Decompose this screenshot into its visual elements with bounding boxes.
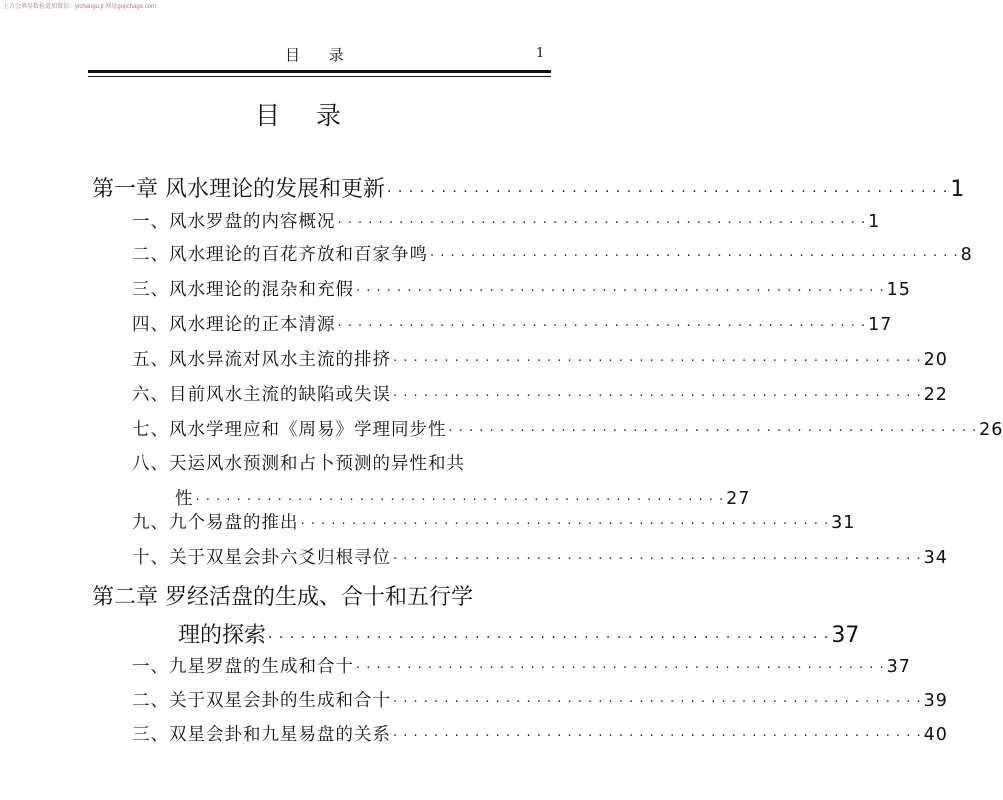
- toc-entry-continuation: 性: [175, 489, 194, 509]
- watermark-text: 上方会填易数检道加微信：yichangu.jt 网址gujichage.com: [3, 4, 157, 10]
- toc-section-row[interactable]: [132, 509, 856, 534]
- toc-leader-dots: · · · · · · · · · · · · · · · · · · · · · · · · · · · · · · · · · · · · · · · · · · · · · · · · · · · ·: [356, 284, 885, 299]
- toc-entry-title: 五、风水异流对风水主流的排挤: [132, 350, 391, 370]
- toc-leader-dots: · · · · · · · · · · · · · · · · · · · · · · · · · · · · · · · · · · · · · · · · · · · · · · · · · · · ·: [393, 389, 922, 404]
- toc-leader-dots: · · · · · · · · · · · · · · · · · · · · · · · · · · · · · · · · · · · · · · · · · · · · · · · · · · · ·: [393, 695, 922, 710]
- toc-entry-title: 九、九个易盘的推出: [132, 513, 299, 533]
- toc-section-row[interactable]: [132, 381, 948, 406]
- toc-chapter-row[interactable]: [178, 618, 860, 649]
- toc-leader-dots: · · · · · · · · · · · · · · · · · · · · · · · · · · · · · · · · · · · · · · · · · · · · · · · · · · · ·: [393, 354, 922, 369]
- toc-entry-title: 二、风水理论的百花齐放和百家争鸣: [132, 245, 428, 265]
- toc-page-number: 39: [923, 691, 948, 711]
- running-header-title: 目 录: [285, 46, 356, 64]
- toc-leader-dots: · · · · · · · · · · · · · · · · · · · · · · · · · · · · · · · · · · · · · · · · · · · · · · · · · · · ·: [430, 249, 959, 264]
- toc-page-number: 1: [868, 212, 881, 232]
- toc-leader-dots: · · · · · · · · · · · · · · · · · · · · · · · · · · · · · · · · · · · · · · · · · · · · · · · · · · · ·: [300, 517, 830, 532]
- toc-entry-title: 三、风水理论的混杂和充假: [132, 280, 354, 300]
- toc-section-row[interactable]: [132, 450, 556, 475]
- toc-section-row[interactable]: [132, 276, 911, 301]
- toc-leader-dots: · · · · · · · · · · · · · · · · · · · · · · · · · · · · · · · · · · · · · · · · · · · · · · · · · · · ·: [195, 493, 725, 508]
- toc-title: 目 录: [255, 101, 355, 130]
- toc-leader-dots: · · · · · · · · · · · · · · · · · · · · · · · · · · · · · · · · · · · · · · · · · · · · · · · · · · · ·: [448, 424, 978, 439]
- toc-section-row[interactable]: [132, 721, 948, 746]
- toc-entry-title: 八、天运风水预测和占卜预测的异性和共: [132, 454, 465, 474]
- toc-entry-title: 六、目前风水主流的缺陷或失误: [132, 385, 391, 405]
- toc-entry-title: 三、双星会卦和九星易盘的关系: [132, 725, 391, 745]
- toc-section-row[interactable]: [132, 311, 893, 336]
- toc-entry-title: 十、关于双星会卦六爻归根寻位: [132, 548, 391, 568]
- toc-section-row[interactable]: [132, 208, 881, 233]
- toc-entry-title: 四、风水理论的正本清源: [132, 315, 336, 335]
- toc-page-number: 37: [831, 623, 860, 648]
- toc-chapter-row[interactable]: [92, 580, 556, 611]
- toc-entry-title: 一、风水罗盘的内容概况: [132, 212, 336, 232]
- toc-leader-dots: · · · · · · · · · · · · · · · · · · · · · · · · · · · · · · · · · · · · · · · · · · · · · · · · · · · ·: [387, 184, 949, 200]
- toc-leader-dots: · · · · · · · · · · · · · · · · · · · · · · · · · · · · · · · · · · · · · · · · · · · · · · · · · · · ·: [268, 630, 830, 646]
- toc-section-row[interactable]: [132, 346, 948, 371]
- toc-page-number: 26: [979, 420, 1003, 440]
- toc-section-row[interactable]: [175, 485, 751, 510]
- toc-chapter-row[interactable]: [92, 172, 965, 203]
- toc-entry-continuation: 理的探索: [178, 623, 267, 648]
- toc-entry-title: 第一章 风水理论的发展和更新: [92, 177, 385, 202]
- toc-leader-dots: · · · · · · · · · · · · · · · · · · · · · · · · · · · · · · · · · · · · · · · · · · · · · · · · · · · ·: [393, 552, 922, 567]
- toc-page-number: 34: [923, 548, 948, 568]
- toc-entry-title: 一、九星罗盘的生成和合十: [132, 657, 354, 677]
- toc-section-row[interactable]: [132, 653, 911, 678]
- toc-leader-dots: · · · · · · · · · · · · · · · · · · · · · · · · · · · · · · · · · · · · · · · · · · · · · · · · · · · ·: [337, 216, 867, 231]
- toc-section-row[interactable]: [132, 241, 973, 266]
- toc-entry-title: 第二章 罗经活盘的生成、合十和五行学: [92, 585, 473, 610]
- toc-page-number: 20: [923, 350, 948, 370]
- toc-page-number: 1: [950, 177, 965, 202]
- toc-page-number: 22: [923, 385, 948, 405]
- toc-page-number: 37: [886, 657, 911, 677]
- toc-page-number: 27: [726, 489, 751, 509]
- toc-section-row[interactable]: [132, 416, 1003, 441]
- toc-section-row[interactable]: [132, 544, 948, 569]
- toc-entry-title: 七、风水学理应和《周易》学理同步性: [132, 420, 447, 440]
- toc-leader-dots: · · · · · · · · · · · · · · · · · · · · · · · · · · · · · · · · · · · · · · · · · · · · · · · · · · · ·: [356, 661, 885, 676]
- toc-page-number: 40: [923, 725, 948, 745]
- toc-section-row[interactable]: [132, 687, 948, 712]
- toc-page-number: 31: [831, 513, 856, 533]
- running-header-page-number: 1: [536, 46, 545, 61]
- toc-page-number: 8: [960, 245, 973, 265]
- toc-leader-dots: · · · · · · · · · · · · · · · · · · · · · · · · · · · · · · · · · · · · · · · · · · · · · · · · · · · ·: [393, 729, 922, 744]
- toc-page-number: 17: [868, 315, 893, 335]
- toc-entry-title: 二、关于双星会卦的生成和合十: [132, 691, 391, 711]
- toc-page-number: 15: [886, 280, 911, 300]
- toc-leader-dots: · · · · · · · · · · · · · · · · · · · · · · · · · · · · · · · · · · · · · · · · · · · · · · · · · · · ·: [337, 319, 867, 334]
